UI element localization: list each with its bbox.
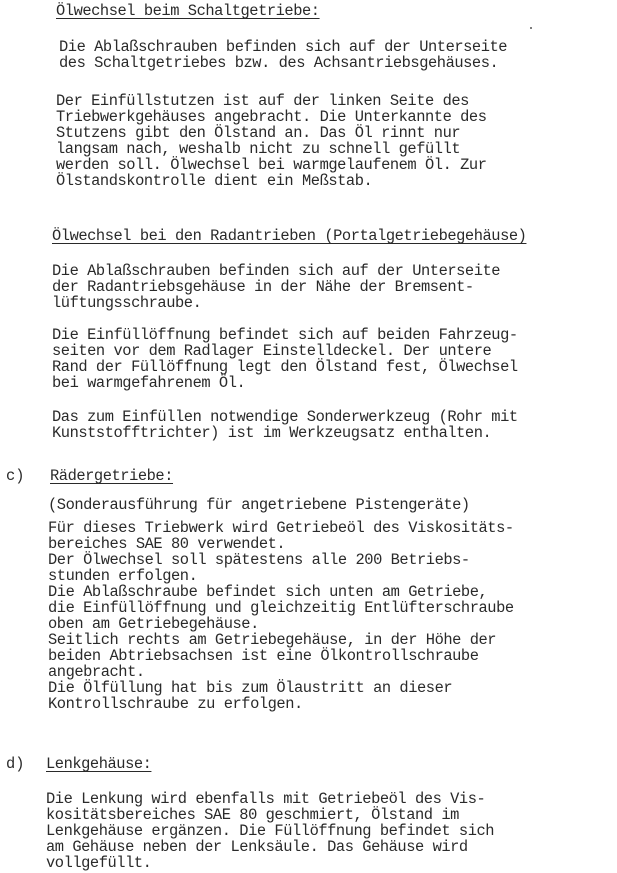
text-line: am Gehäuse neben der Lenksäule. Das Gehäuse wird <box>46 838 468 856</box>
section-b-heading: Ölwechsel bei den Radantrieben (Portalgetriebegehäuse) <box>52 227 527 245</box>
text-line: langsam nach, weshalb nicht zu schnell gefüllt <box>56 140 461 158</box>
section-d-marker: d) <box>6 755 25 773</box>
section-c-subtitle: (Sonderausführung für angetriebene Pistengeräte) <box>48 496 470 514</box>
section-a-para1 <box>59 39 507 71</box>
text-line: angebracht. <box>48 663 145 681</box>
text-line: Kontrollschraube zu erfolgen. <box>48 695 303 713</box>
section-a-para2 <box>56 93 487 189</box>
section-b-para3 <box>52 409 518 441</box>
text-line: Rand der Füllöffnung legt den Ölstand fest, Ölwechsel <box>52 358 518 376</box>
text-line: Stutzens gibt den Ölstand an. Das Öl rinnt nur <box>56 124 461 142</box>
text-line: Kunststofftrichter) ist im Werkzeugsatz enthalten. <box>52 424 492 442</box>
section-c-body <box>48 520 514 712</box>
section-d-body <box>46 791 494 871</box>
text-line: Für dieses Triebwerk wird Getriebeöl des Viskositäts- <box>48 519 514 537</box>
section-c-subtitle-block <box>48 497 470 513</box>
text-line: Seitlich rechts am Getriebegehäuse, in der Höhe der <box>48 631 497 649</box>
text-line: die Einfüllöffnung und gleichzeitig Entlüfterschraube <box>48 599 514 617</box>
section-b-heading-block <box>52 227 526 245</box>
text-line: vollgefüllt. <box>46 854 152 872</box>
section-a-heading-block <box>56 2 320 20</box>
text-line: Die Ölfüllung hat bis zum Ölaustritt an dieser <box>48 679 453 697</box>
text-line: Die Ablaßschrauben befinden sich auf der Unterseite <box>59 38 508 56</box>
text-line: der Radantriebsgehäuse in der Nähe der Bremsent- <box>52 278 474 296</box>
text-line: Triebwerkgehäuses angebracht. Die Unterkannte des <box>56 108 487 126</box>
text-line: lüftungsschraube. <box>52 294 202 312</box>
text-line: Der Einfüllstutzen ist auf der linken Seite des <box>56 92 469 110</box>
section-d-heading: Lenkgehäuse: <box>46 755 152 773</box>
section-b-para2 <box>52 327 518 391</box>
text-line: kositätsbereiches SAE 80 geschmiert, Ölstand im <box>46 806 459 824</box>
section-d-heading-block <box>46 755 151 773</box>
text-line: des Schaltgetriebes bzw. des Achsantriebsgehäuses. <box>59 54 499 72</box>
text-line: Die Lenkung wird ebenfalls mit Getriebeöl des Vis- <box>46 790 486 808</box>
speck-mark <box>530 27 532 29</box>
text-line: oben am Getriebegehäuse. <box>48 615 259 633</box>
section-c-heading-block <box>50 467 173 485</box>
section-c-heading: Rädergetriebe: <box>50 467 174 485</box>
text-line: stunden erfolgen. <box>48 567 198 585</box>
text-line: Der Ölwechsel soll spätestens alle 200 Betriebs- <box>48 551 470 569</box>
section-b-para1 <box>52 263 500 311</box>
text-line: Die Ablaßschraube befindet sich unten am Getriebe, <box>48 583 488 601</box>
text-line: bereiches SAE 80 verwendet. <box>48 535 286 553</box>
text-line: Die Einfüllöffnung befindet sich auf beiden Fahrzeug- <box>52 326 518 344</box>
text-line: werden soll. Ölwechsel bei warmgelaufenem Öl. Zur <box>56 156 487 174</box>
section-a-heading: Ölwechsel beim Schaltgetriebe: <box>56 2 320 20</box>
text-line: beiden Abtriebsachsen ist eine Ölkontrollschraube <box>48 647 479 665</box>
text-line: Das zum Einfüllen notwendige Sonderwerkzeug (Rohr mit <box>52 408 518 426</box>
text-line: bei warmgefahrenem Öl. <box>52 374 246 392</box>
text-line: Die Ablaßschrauben befinden sich auf der Unterseite <box>52 262 501 280</box>
section-c-marker: c) <box>6 467 25 485</box>
text-line: Lenkgehäuse ergänzen. Die Füllöffnung befindet sich <box>46 822 495 840</box>
text-line: Ölstandskontrolle dient ein Meßstab. <box>56 172 373 190</box>
text-line: seiten vor dem Radlager Einstelldeckel. Der untere <box>52 342 492 360</box>
